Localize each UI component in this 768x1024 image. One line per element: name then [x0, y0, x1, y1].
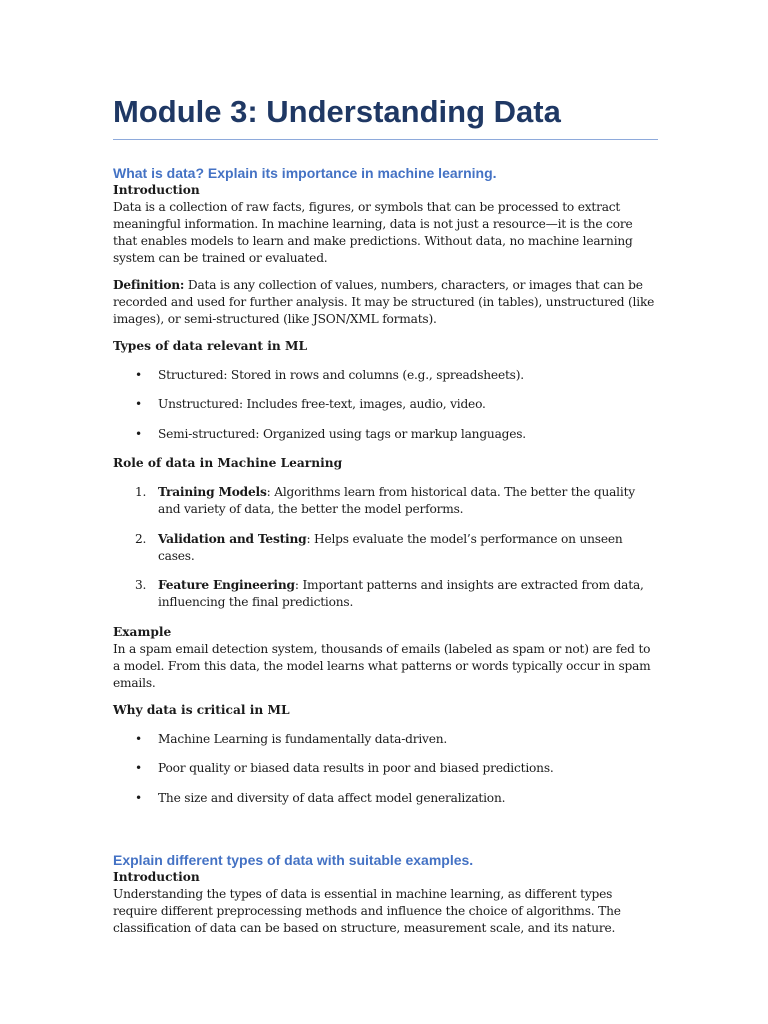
list-item: 3. Feature Engineering: Important patterns and insights are extracted from data, influencing the final predictions. — [135, 578, 644, 610]
types-list — [113, 367, 658, 443]
section-heading-what-is-data: What is data? Explain its importance in machine learning. — [113, 164, 497, 181]
intro-label: Introduction — [113, 182, 200, 197]
list-item: • Structured: Stored in rows and columns (e.g., spreadsheets). — [135, 367, 524, 382]
list-item: • Semi-structured: Organized using tags or markup languages. — [135, 426, 526, 441]
list-item: • Poor quality or biased data results in poor and biased predictions. — [135, 761, 554, 776]
page-title: Module 3: Understanding Data — [113, 94, 658, 140]
bullet-icon: • — [135, 731, 142, 746]
example-label: Example — [113, 624, 172, 639]
list-item: • Machine Learning is fundamentally data-driven. — [135, 731, 448, 746]
intro-paragraph-2: Understanding the types of data is essential in machine learning, as different types require different preprocessing methods and influence the choice of algorithms. The classification of data can be based on structure, measurement scale, and its nature. — [113, 886, 621, 935]
definition-text: Data is any collection of values, numbers, characters, or images that can be recorded and used for further analysis. It may be structured (in tables), unstructured (like images), or semi-structured (like JSON/XML formats). — [113, 277, 655, 326]
intro-paragraph: Data is a collection of raw facts, figures, or symbols that can be processed to extract meaningful information. In machine learning, data is not just a resource—it is the core that enables models to learn and make predictions. Without data, no machine learning system can be trained or evaluated. — [113, 199, 633, 265]
list-item: 2. Validation and Testing: Helps evaluate the model’s performance on unseen cases. — [135, 531, 623, 563]
why-list — [113, 731, 658, 807]
bullet-icon: • — [135, 397, 142, 412]
example-paragraph: In a spam email detection system, thousands of emails (labeled as spam or not) are fed to a model. From this data, the model learns what patterns or words typically occur in spam emails. — [113, 641, 651, 690]
bullet-icon: • — [135, 426, 142, 441]
role-label: Role of data in Machine Learning — [113, 456, 343, 471]
list-item: 1. Training Models: Algorithms learn from historical data. The better the quality and variety of data, the better the model performs. — [135, 485, 635, 517]
list-item: • The size and diversity of data affect model generalization. — [135, 790, 506, 805]
role-list — [113, 484, 658, 611]
list-item: • Unstructured: Includes free-text, images, audio, video. — [135, 397, 486, 412]
bullet-icon: • — [135, 367, 142, 382]
bullet-icon: • — [135, 790, 142, 805]
definition-label: Definition: — [113, 277, 185, 292]
section-heading-types-of-data: Explain different types of data with suitable examples. — [113, 851, 474, 868]
definition-paragraph — [113, 277, 658, 328]
types-label: Types of data relevant in ML — [113, 338, 308, 353]
intro-label-2: Introduction — [113, 869, 200, 884]
document-page — [113, 94, 658, 937]
why-label: Why data is critical in ML — [113, 702, 290, 717]
bullet-icon: • — [135, 761, 142, 776]
